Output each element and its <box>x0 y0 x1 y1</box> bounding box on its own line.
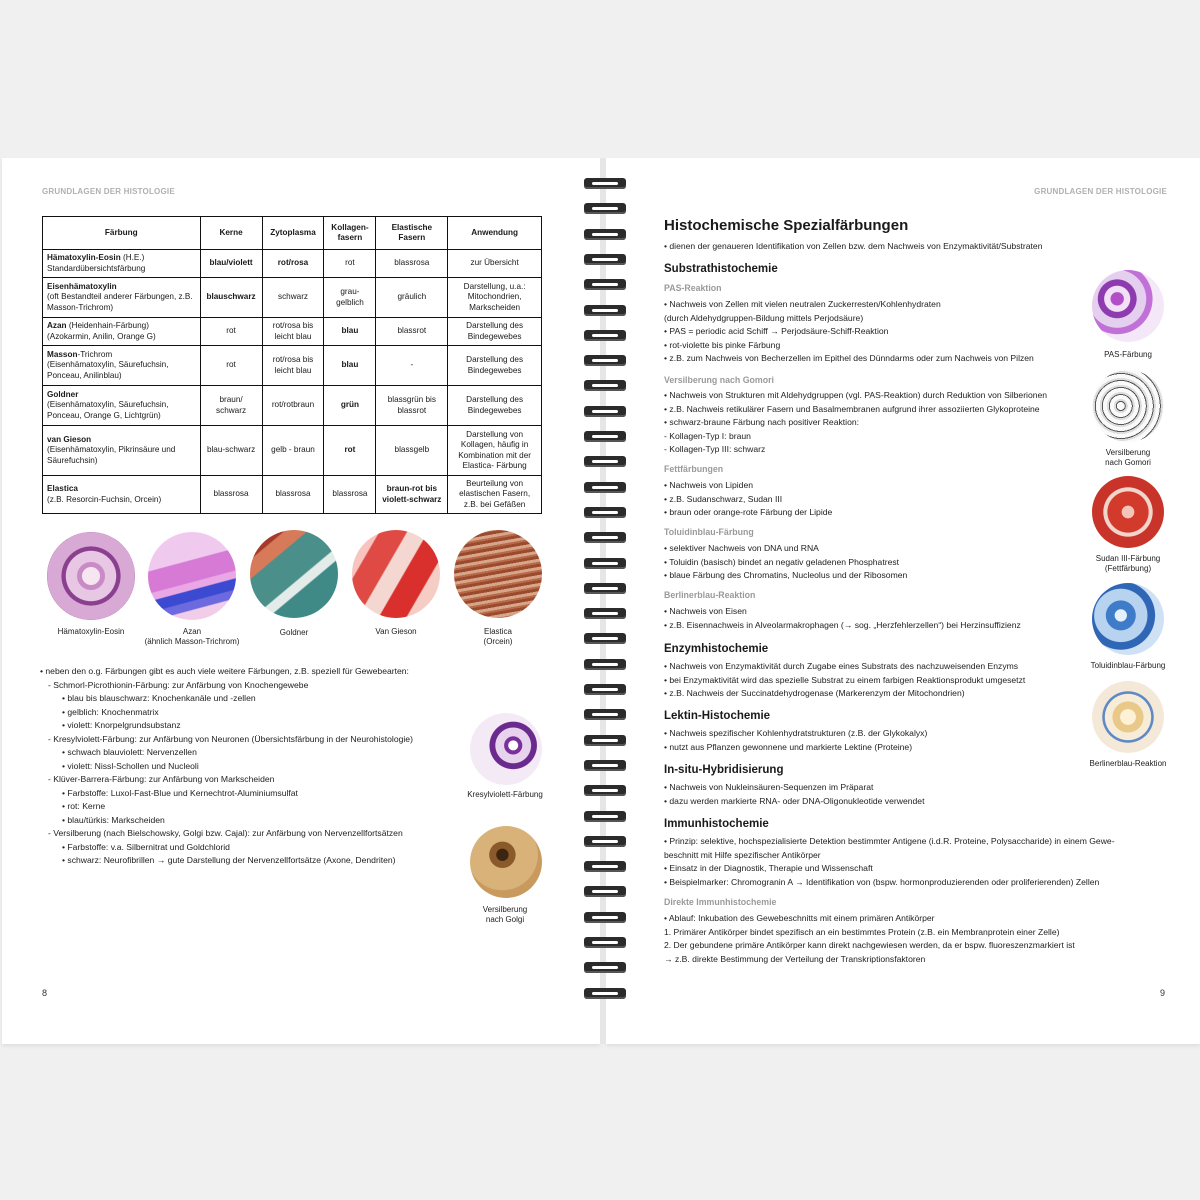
text-line: - Klüver-Barrera-Färbung: zur Anfärbung von Markscheiden <box>48 774 275 784</box>
table-row <box>43 318 542 346</box>
text-line: • z.B. Nachweis retikulärer Fasern und Basalmembranen aufgrund ihrer assoziierten Glykoproteine <box>664 403 1040 414</box>
text-line: • z.B. Sudanschwarz, Sudan III <box>664 493 783 504</box>
binding-ring <box>584 886 626 897</box>
heading-toluidin: Toluidinblau-Färbung <box>664 527 754 537</box>
col-header-cytoplasm: Zytoplasma <box>262 217 324 250</box>
text-line: • PAS = periodic acid Schiff → Perjodsäure-Schiff-Reaktion <box>664 326 889 336</box>
text-line: (durch Aldehydgruppen-Bildung mittels Perjodsäure) <box>664 312 864 323</box>
micrograph-azan <box>148 532 236 620</box>
staining-name-cell: Masson-Trichrom (Eisenhämatoxylin, Säurefuchsin, Ponceau, Anilinblau) <box>43 346 201 386</box>
table-cell-kerne: braun/ schwarz <box>200 386 262 426</box>
binding-ring <box>584 861 626 872</box>
binding-ring <box>584 456 626 467</box>
page-number-right: 9 <box>1160 988 1166 998</box>
staining-name-cell: Azan (Heidenhain-Färbung) (Azokarmin, Anilin, Orange G) <box>43 318 201 346</box>
col-header-elastic: Elastische Fasern <box>376 217 448 250</box>
text-line: • selektiver Nachweis von DNA und RNA <box>664 543 819 553</box>
staining-name-cell: Elastica (z.B. Resorcin-Fuchsin, Orcein) <box>43 476 201 514</box>
caption-he: Hämatoxylin-Eosin <box>57 627 125 636</box>
caption-van-gieson: Van Gieson <box>375 627 417 636</box>
table-cell-kerne: blau/violett <box>200 250 262 278</box>
staining-table <box>42 216 542 514</box>
text-line: • Nachweis von Strukturen mit Aldehydgruppen (vgl. PAS-Reaktion) durch Reduktion von Silberionen <box>664 390 1048 400</box>
text-line: • nutzt aus Pflanzen gewonnene und markierte Lektine (Proteine) <box>664 741 913 752</box>
binding-ring <box>584 355 626 366</box>
heading-lektin: Lektin-Histochemie <box>664 710 771 722</box>
text-line: - Versilberung (nach Bielschowsky, Golgi bzw. Cajal): zur Anfärbung von Nervenzellfortsätzen <box>48 828 403 838</box>
text-line: • blaue Färbung des Chromatins, Nucleolus und der Ribosomen <box>664 570 908 580</box>
micrograph-elastica <box>454 530 542 618</box>
text-line: • rot-violette bis pinke Färbung <box>664 339 781 350</box>
binding-ring <box>584 279 626 290</box>
binding-ring <box>584 305 626 316</box>
running-header-right: GRUNDLAGEN DER HISTOLOGIE <box>1034 187 1167 196</box>
text-line: • z.B. zum Nachweis von Becherzellen im Epithel des Dünndarms oder zum Nachweis von Pilzen <box>664 353 1034 363</box>
text-line: • rot: Kerne <box>62 801 106 811</box>
text-line: • Einsatz in der Diagnostik, Therapie und Wissenschaft <box>664 863 873 873</box>
text-line: • Nachweis von Nukleinsäuren-Sequenzen im Präparat <box>664 782 874 792</box>
micrograph-pas <box>1092 270 1164 342</box>
text-line: • braun oder orange-rote Färbung der Lipide <box>664 507 833 517</box>
table-cell-kerne: blau-schwarz <box>200 426 262 476</box>
heading-pas: PAS-Reaktion <box>664 283 722 293</box>
text-line: • Nachweis von Enzymaktivität durch Zugabe eines Substrats des nachzuweisenden Enzyms <box>664 661 1019 671</box>
caption-pas: PAS-Färbung <box>1104 350 1152 359</box>
text-line: • gelblich: Knochenmatrix <box>62 706 159 717</box>
binding-ring <box>584 735 626 746</box>
text-line: • schwarz-braune Färbung nach positiver Reaktion: <box>664 417 860 427</box>
table-cell-zyto: blassrosa <box>262 476 324 514</box>
micrograph-golgi <box>470 826 542 898</box>
table-row <box>43 426 542 476</box>
text-line: • z.B. Nachweis der Succinatdehydrogenase (Markerenzym der Mitochondrien) <box>664 688 965 698</box>
table-cell-koll: rot <box>324 250 376 278</box>
table-cell-koll: blau <box>324 318 376 346</box>
table-cell-elast: blassrosa <box>376 250 448 278</box>
text-line: → z.B. direkte Bestimmung der Verteilung der Transkriptionsfaktoren <box>664 953 926 964</box>
binding-ring <box>584 811 626 822</box>
intro-text: • dienen der genaueren Identifikation von Zellen bzw. dem Nachweis von Enzymaktivität/Substraten <box>664 241 1043 251</box>
text-line: • Toluidin (basisch) bindet an negativ geladenen Phosphatrest <box>664 556 900 567</box>
heading-insitu: In-situ-Hybridisierung <box>664 764 784 776</box>
binding-ring <box>584 785 626 796</box>
table-cell-elast: - <box>376 346 448 386</box>
caption-goldner: Goldner <box>279 628 309 637</box>
col-header-collagen: Kollagen- fasern <box>324 217 376 250</box>
running-header-left: GRUNDLAGEN DER HISTOLOGIE <box>42 187 175 196</box>
enzym-text <box>664 660 1025 701</box>
text-line: • Prinzip: selektive, hochspezialisierte Detektion bestimmter Antigene (i.d.R. Proteine, Polysaccharide) in einem Gewe- <box>664 836 1115 846</box>
table-cell-zyto: rot/rosa bis leicht blau <box>262 346 324 386</box>
caption-sudan: Sudan III-Färbung (Fettfärbung) <box>1095 554 1161 573</box>
gomori-text <box>664 389 1047 457</box>
table-cell-kerne: blauschwarz <box>200 278 262 318</box>
binding-ring <box>584 203 626 214</box>
heading-fett: Fettfärbungen <box>664 464 724 474</box>
binding-ring <box>584 988 626 999</box>
micrograph-van-gieson <box>352 530 440 618</box>
binding-ring <box>584 406 626 417</box>
immun-text <box>664 835 1115 889</box>
fett-text <box>664 479 832 520</box>
caption-kresylviolett: Kresylviolett-Färbung <box>467 790 543 799</box>
table-cell-zyto: gelb - braun <box>262 426 324 476</box>
text-line: • schwach blauviolett: Nervenzellen <box>62 747 197 757</box>
text-line: • Nachweis von Lipiden <box>664 480 753 490</box>
text-line: • Nachweis spezifischer Kohlenhydratstrukturen (z.B. der Glykokalyx) <box>664 728 928 738</box>
binding-ring <box>584 962 626 973</box>
page-number-left: 8 <box>42 988 48 998</box>
table-row <box>43 346 542 386</box>
micrograph-goldner <box>250 530 338 618</box>
staining-name-cell: van Gieson (Eisenhämatoxylin, Pikrinsäure und Säurefuchsin) <box>43 426 201 476</box>
staining-name-cell: Hämatoxylin-Eosin (H.E.) Standardübersichtsfärbung <box>43 250 201 278</box>
table-cell-elast: gräulich <box>376 278 448 318</box>
toluidin-text <box>664 542 907 583</box>
table-cell-elast: blassrot <box>376 318 448 346</box>
binding-ring <box>584 709 626 720</box>
binding-ring <box>584 659 626 670</box>
col-header-staining: Färbung <box>43 217 201 250</box>
caption-toluidin: Toluidinblau-Färbung <box>1090 661 1166 670</box>
micrograph-he <box>47 532 135 620</box>
table-cell-anw: Darstellung, u.a.: Mitochondrien, Markscheiden <box>448 278 542 318</box>
page-title: Histochemische Spezialfärbungen <box>664 217 909 234</box>
binding-ring <box>584 532 626 543</box>
spiral-binding <box>584 178 628 1028</box>
lektin-text <box>664 727 927 754</box>
heading-gomori: Versilberung nach Gomori <box>664 375 774 385</box>
table-row <box>43 386 542 426</box>
text-line: • dazu werden markierte RNA- oder DNA-Oligonukleotide verwendet <box>664 795 925 806</box>
staining-name-cell: Goldner (Eisenhämatoxylin, Säurefuchsin, Ponceau, Orange G, Lichtgrün) <box>43 386 201 426</box>
caption-azan: Azan (ähnlich Masson-Trichrom) <box>144 627 240 646</box>
text-line: • Farbstoffe: Luxol-Fast-Blue und Kernechtrot-Aluminiumsulfat <box>62 787 298 798</box>
table-cell-koll: grau-gelblich <box>324 278 376 318</box>
table-cell-kerne: rot <box>200 318 262 346</box>
text-line: • Ablauf: Inkubation des Gewebeschnitts mit einem primären Antikörper <box>664 913 935 923</box>
table-cell-anw: Darstellung von Kollagen, häufig in Kombination mit der Elastica- Färbung <box>448 426 542 476</box>
binding-ring <box>584 937 626 948</box>
binding-ring <box>584 507 626 518</box>
binding-ring <box>584 178 626 189</box>
table-header-row <box>43 217 542 250</box>
table-cell-zyto: schwarz <box>262 278 324 318</box>
table-cell-elast: braun-rot bis violett-schwarz <box>376 476 448 514</box>
caption-elastica: Elastica (Orcein) <box>483 627 513 646</box>
text-line: • Beispielmarker: Chromogranin A → Identifikation von (bspw. hormonproduzierenden oder proliferierenden) Zellen <box>664 876 1100 887</box>
table-cell-anw: Beurteilung von elastischen Fasern, z.B. bei Gefäßen <box>448 476 542 514</box>
binding-ring <box>584 330 626 341</box>
text-line: • neben den o.g. Färbungen gibt es auch viele weitere Färbungen, z.B. speziell für Gewebearten: <box>40 666 409 676</box>
caption-golgi: Versilberung nach Golgi <box>482 905 528 924</box>
micrograph-berlinerblau <box>1092 681 1164 753</box>
binding-ring <box>584 380 626 391</box>
left-body-text <box>40 665 413 868</box>
heading-immunhistochemie: Immunhistochemie <box>664 818 769 830</box>
text-line: • schwarz: Neurofibrillen → gute Darstellung der Nervenzellfortsätze (Axone, Dendriten) <box>62 855 396 865</box>
table-cell-koll: grün <box>324 386 376 426</box>
col-header-nuclei: Kerne <box>200 217 262 250</box>
table-row <box>43 250 542 278</box>
binding-ring <box>584 912 626 923</box>
heading-direkte-immun: Direkte Immunhistochemie <box>664 897 777 907</box>
binding-ring <box>584 431 626 442</box>
table-cell-koll: rot <box>324 426 376 476</box>
heading-substrathistochemie: Substrathistochemie <box>664 263 778 275</box>
binding-ring <box>584 633 626 644</box>
table-cell-kerne: rot <box>200 346 262 386</box>
staining-name-cell: Eisenhämatoxylin (oft Bestandteil anderer Färbungen, z.B. Masson-Trichrom) <box>43 278 201 318</box>
pas-text <box>664 298 1034 366</box>
text-line: - Kollagen-Typ III: schwarz <box>664 444 766 454</box>
heading-enzymhistochemie: Enzymhistochemie <box>664 643 769 655</box>
micrograph-gomori <box>1092 370 1164 442</box>
micrograph-kresylviolett <box>470 713 542 785</box>
text-line: • z.B. Eisennachweis in Alveolarmakrophagen (→ sog. „Herzfehlerzellen“) bei Herzinsuffizienz <box>664 619 1021 630</box>
table-cell-elast: blassgrün bis blassrot <box>376 386 448 426</box>
table-cell-zyto: rot/rosa bis leicht blau <box>262 318 324 346</box>
table-cell-zyto: rot/rosa <box>262 250 324 278</box>
text-line: • violett: Knorpelgrundsubstanz <box>62 720 181 730</box>
binding-ring <box>584 254 626 265</box>
table-cell-anw: Darstellung des Bindegewebes <box>448 386 542 426</box>
insitu-text <box>664 781 924 808</box>
table-cell-anw: Darstellung des Bindegewebes <box>448 346 542 386</box>
table-cell-elast: blassgelb <box>376 426 448 476</box>
text-line: - Schmorl-Picrothionin-Färbung: zur Anfärbung von Knochengewebe <box>48 679 309 690</box>
table-cell-zyto: rot/rotbraun <box>262 386 324 426</box>
binding-ring <box>584 760 626 771</box>
text-line: • violett: Nissl-Schollen und Nucleoli <box>62 760 199 771</box>
text-line: beschnitt mit Hilfe spezifischer Antikörper <box>664 849 821 860</box>
text-line: • blau/türkis: Markscheiden <box>62 814 165 825</box>
text-line: • Nachweis von Eisen <box>664 606 747 616</box>
table-cell-koll: blassrosa <box>324 476 376 514</box>
text-line: • bei Enzymaktivität wird das spezielle Substrat zu einem farbigen Reaktionsprodukt umgesetzt <box>664 674 1026 685</box>
berlinerblau-text <box>664 605 1021 632</box>
text-line: • blau bis blauschwarz: Knochenkanäle und -zellen <box>62 693 256 703</box>
text-line: 1. Primärer Antikörper bindet spezifisch an ein bestimmtes Protein (z.B. ein Membranprotein einer Zelle) <box>664 926 1060 937</box>
binding-ring <box>584 608 626 619</box>
binding-ring <box>584 836 626 847</box>
binding-ring <box>584 229 626 240</box>
direkt-text <box>664 912 1075 966</box>
binding-ring <box>584 684 626 695</box>
binding-ring <box>584 482 626 493</box>
text-line: • Nachweis von Zellen mit vielen neutralen Zuckerresten/Kohlenhydraten <box>664 299 941 309</box>
text-line: - Kollagen-Typ I: braun <box>664 430 751 441</box>
binding-ring <box>584 583 626 594</box>
text-line: • Farbstoffe: v.a. Silbernitrat und Goldchlorid <box>62 841 230 852</box>
col-header-application: Anwendung <box>448 217 542 250</box>
binding-ring <box>584 558 626 569</box>
table-row <box>43 476 542 514</box>
heading-berlinerblau: Berlinerblau-Reaktion <box>664 590 756 600</box>
micrograph-toluidin <box>1092 583 1164 655</box>
table-cell-anw: Darstellung des Bindegewebes <box>448 318 542 346</box>
caption-gomori: Versilberung nach Gomori <box>1105 448 1151 467</box>
table-cell-kerne: blassrosa <box>200 476 262 514</box>
text-line: 2. Der gebundene primäre Antikörper kann direkt nachgewiesen werden, da er bspw. fluoreszenzmarkiert ist <box>664 940 1075 950</box>
text-line: - Kresylviolett-Färbung: zur Anfärbung von Neuronen (Übersichtsfärbung in der Neurohistologie) <box>48 733 413 744</box>
table-row <box>43 278 542 318</box>
table-cell-anw: zur Übersicht <box>448 250 542 278</box>
micrograph-sudan <box>1092 476 1164 548</box>
caption-berlinerblau: Berlinerblau-Reaktion <box>1089 759 1167 768</box>
table-cell-koll: blau <box>324 346 376 386</box>
